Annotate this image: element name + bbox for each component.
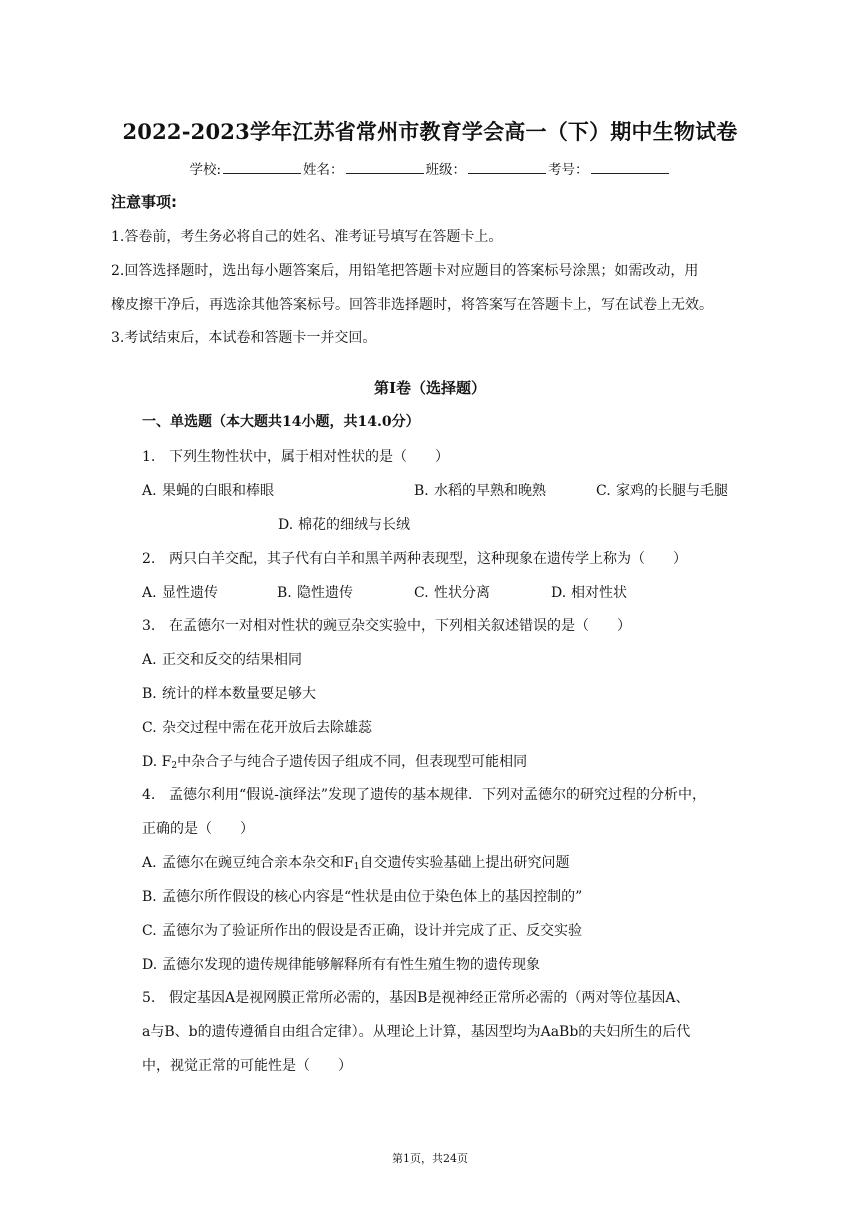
subscript: 2 (171, 761, 178, 771)
exam-no-blank[interactable] (591, 161, 669, 174)
option-text: 家鸡的长腿与毛腿 (616, 483, 728, 499)
option-text: 相对性状 (571, 585, 627, 601)
name-blank[interactable] (346, 161, 424, 174)
question-4-stem (142, 784, 706, 804)
option-letter: A. (142, 652, 157, 668)
class-label: 班级： (425, 162, 467, 178)
q4-option-a[interactable] (142, 852, 569, 872)
option-text: 孟德尔发现的遗传规律能够解释所有有性生殖生物的遗传现象 (162, 957, 540, 973)
q1-option-c[interactable] (596, 480, 728, 500)
question-1-stem (142, 446, 449, 466)
page-footer: 第1页，共24页 (392, 1152, 468, 1165)
option-letter: D. (278, 517, 294, 533)
q1-option-d[interactable] (278, 514, 410, 534)
option-text: 孟德尔为了验证所作出的假设是否正确，设计并完成了正、反交实验 (162, 923, 582, 939)
option-letter: C. (142, 923, 157, 939)
question-5-stem-cont: a与B、b的遗传遵循自由组合定律）。从理论上计算，基因型均为AaBb的夫妇所生的后代 (142, 1024, 691, 1040)
option-text: 统计的样本数量要足够大 (162, 686, 316, 702)
q2-option-c[interactable] (414, 582, 490, 602)
option-letter: A. (142, 855, 157, 871)
option-text: 果蝇的白眼和棒眼 (162, 483, 274, 499)
question-text: 下列生物性状中，属于相对性状的是（ ） (169, 449, 449, 465)
option-letter: B. (277, 585, 292, 601)
q3-option-b[interactable] (142, 683, 316, 703)
question-5-stem (142, 987, 690, 1007)
name-label: 姓名： (303, 162, 344, 178)
option-letter: A. (142, 483, 157, 499)
q3-option-c[interactable] (142, 717, 372, 737)
school-label: 学校: (189, 162, 222, 178)
question-text: 在孟德尔一对相对性状的豌豆杂交实验中，下列相关叙述错误的是（ ） (169, 618, 631, 634)
question-number: 2. (142, 551, 156, 567)
option-text: 性状分离 (434, 585, 490, 601)
option-text: 正交和反交的结果相同 (162, 652, 302, 668)
option-text: 水稻的早熟和晚熟 (434, 483, 546, 499)
question-4-stem-cont: 正确的是（ ） (142, 821, 254, 837)
student-info-line (0, 158, 860, 178)
q1-option-a[interactable] (142, 480, 274, 500)
q3-option-a[interactable] (142, 649, 302, 669)
option-letter: C. (596, 483, 611, 499)
question-text: 假定基因A是视网膜正常所必需的，基因B是视神经正常所必需的（两对等位基因A、 (169, 990, 690, 1006)
note-1: 1.答卷前，考生务必将自己的姓名、准考证号填写在答题卡上。 (111, 229, 503, 245)
option-letter: B. (414, 483, 429, 499)
note-2a: 2.回答选择题时，选出每小题答案后，用铅笔把答题卡对应题目的答案标号涂黑；如需改动，用 (111, 263, 699, 279)
option-text: 中杂合子与纯合子遗传因子组成不同，但表现型可能相同 (177, 754, 528, 770)
class-blank[interactable] (468, 161, 546, 174)
option-text: 杂交过程中需在花开放后去除雄蕊 (162, 720, 372, 736)
part-heading: 一、单选题（本大题共14小题，共14.0分） (142, 414, 420, 430)
q1-option-b[interactable] (414, 480, 546, 500)
section-heading: 第I卷（选择题） (373, 379, 487, 397)
question-text: 两只白羊交配，其子代有白羊和黑羊两种表现型，这种现象在遗传学上称为（ ） (169, 551, 687, 567)
q3-option-d[interactable] (142, 751, 527, 771)
q4-option-c[interactable] (142, 920, 582, 940)
question-number: 1. (142, 449, 156, 465)
q2-option-b[interactable] (277, 582, 353, 602)
question-3-stem (142, 615, 631, 635)
subscript: 1 (353, 862, 360, 872)
option-letter: A. (142, 585, 157, 601)
q2-option-a[interactable] (142, 582, 218, 602)
note-3: 3.考试结束后，本试卷和答题卡一并交回。 (111, 330, 377, 346)
option-text: 孟德尔所作假设的核心内容是“性状是由位于染色体上的基因控制的” (162, 889, 583, 905)
option-letter: D. (142, 957, 158, 973)
q4-option-d[interactable] (142, 954, 540, 974)
option-text: 棉花的细绒与长绒 (298, 517, 410, 533)
page-title: 2022-2023学年江苏省常州市教育学会高一（下）期中生物试卷 (122, 119, 738, 144)
option-text: 显性遗传 (162, 585, 218, 601)
q4-option-b[interactable] (142, 886, 582, 906)
exam-no-label: 考号： (548, 162, 589, 178)
option-text: 隐性遗传 (297, 585, 353, 601)
question-number: 3. (142, 618, 156, 634)
option-letter: D. F (142, 754, 172, 770)
question-number: 4. (142, 787, 156, 803)
option-letter: C. (414, 585, 429, 601)
option-text: 孟德尔在豌豆纯合亲本杂交和F (162, 855, 354, 871)
option-letter: C. (142, 720, 157, 736)
question-2-stem (142, 548, 687, 568)
question-number: 5. (142, 990, 156, 1006)
note-2b: 橡皮擦干净后，再选涂其他答案标号。回答非选择题时，将答案写在答题卡上，写在试卷上无效。 (111, 297, 713, 313)
q2-option-d[interactable] (551, 582, 627, 602)
notes-heading: 注意事项: (111, 193, 177, 211)
option-text-cont: 自交遗传实验基础上提出研究问题 (359, 855, 570, 871)
question-5-stem-cont2: 中，视觉正常的可能性是（ ） (142, 1058, 352, 1074)
option-letter: B. (142, 686, 157, 702)
school-blank[interactable] (223, 161, 301, 174)
option-letter: D. (551, 585, 567, 601)
question-text: 孟德尔利用“假说-演绎法”发现了遗传的基本规律．下列对孟德尔的研究过程的分析中， (169, 787, 707, 803)
option-letter: B. (142, 889, 157, 905)
